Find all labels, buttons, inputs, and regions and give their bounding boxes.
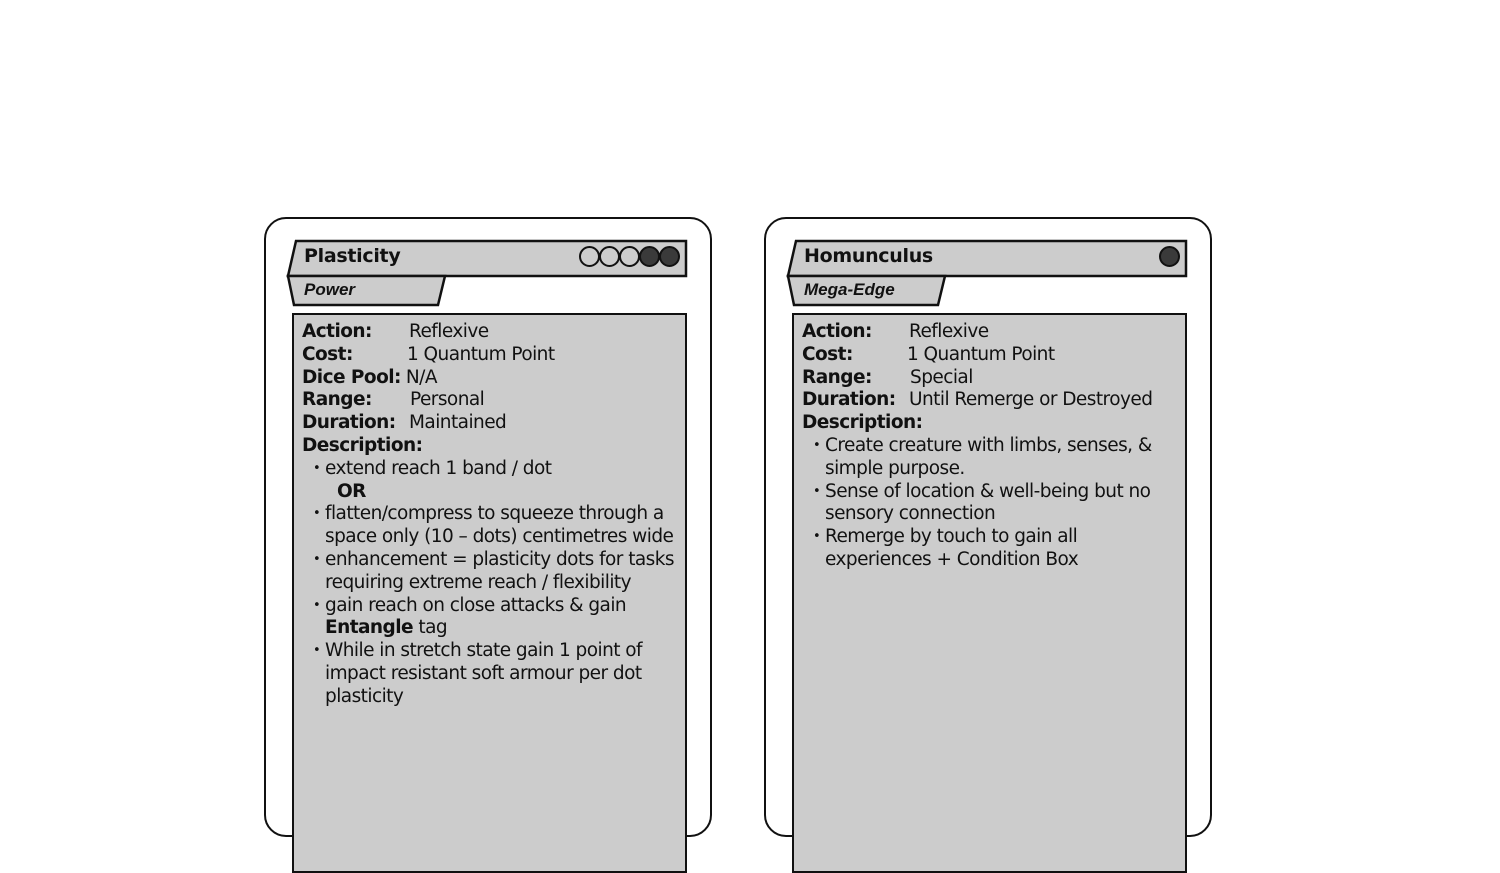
tag-name: Entangle <box>325 617 414 639</box>
filled-dot-icon <box>659 246 680 267</box>
card-body <box>292 313 687 873</box>
rating-dots <box>580 246 680 267</box>
stat-value: Reflexive <box>909 321 989 342</box>
stat-range <box>302 389 677 412</box>
card-title: Homunculus <box>804 245 933 267</box>
card-type: Power <box>304 280 356 299</box>
description-item: • enhancement = plasticity dots for tasks requiring extreme reach / flexibility <box>314 549 677 595</box>
stat-action <box>802 321 1177 344</box>
description-item: • extend reach 1 band / dot <box>314 458 677 481</box>
stat-value: Until Remerge or Destroyed <box>909 389 1153 411</box>
power-card-plasticity <box>264 217 712 837</box>
rating-dots <box>1160 246 1180 267</box>
card-body <box>792 313 1187 873</box>
card-type: Mega-Edge <box>804 280 895 299</box>
empty-dot-icon <box>579 246 600 267</box>
card-title: Plasticity <box>304 245 401 267</box>
description-item <box>314 595 677 641</box>
stat-value: Reflexive <box>409 321 489 342</box>
description-text: tag <box>418 617 448 639</box>
stat-value: 1 Quantum Point <box>907 343 1055 365</box>
stat-value: Personal <box>410 389 485 411</box>
stat-value: N/A <box>405 366 437 388</box>
description-or: OR <box>337 480 366 502</box>
stat-duration <box>302 412 677 435</box>
stat-range <box>802 367 1177 390</box>
power-card-homunculus <box>764 217 1212 837</box>
filled-dot-icon <box>1159 246 1180 267</box>
stat-label: Cost: <box>302 343 353 365</box>
description-list <box>802 435 1177 572</box>
stat-label: Cost: <box>802 343 853 365</box>
stat-dice-pool <box>302 367 677 390</box>
description-list <box>302 458 677 709</box>
stat-value: Special <box>910 366 973 388</box>
description-item: • flatten/compress to squeeze through a space only (10 – dots) centimetres wide <box>314 503 677 549</box>
stat-label: Duration: <box>302 412 396 434</box>
description-item: • Remerge by touch to gain all experiences + Condition Box <box>814 526 1177 572</box>
description-item: • Sense of location & well-being but no sensory connection <box>814 481 1177 527</box>
description-label: Description: <box>302 434 423 456</box>
stat-label: Range: <box>802 366 872 388</box>
description-text: gain reach on close attacks & gain <box>325 594 627 616</box>
filled-dot-icon <box>639 246 660 267</box>
stat-cost <box>302 344 677 367</box>
stat-label: Duration: <box>802 389 896 411</box>
stat-duration <box>802 389 1177 412</box>
description-label: Description: <box>802 412 923 434</box>
stat-value: 1 Quantum Point <box>407 343 555 365</box>
stat-label: Range: <box>302 389 372 411</box>
stat-label: Action: <box>802 321 872 342</box>
stat-action <box>302 321 677 344</box>
stat-value: Maintained <box>409 412 507 434</box>
empty-dot-icon <box>599 246 620 267</box>
description-item: • Create creature with limbs, senses, & simple purpose. <box>814 435 1177 481</box>
stat-label: Dice Pool: <box>302 366 401 388</box>
stat-label: Action: <box>302 321 372 342</box>
stat-cost <box>802 344 1177 367</box>
description-item: • While in stretch state gain 1 point of impact resistant soft armour per dot plasticity <box>314 640 677 708</box>
empty-dot-icon <box>619 246 640 267</box>
